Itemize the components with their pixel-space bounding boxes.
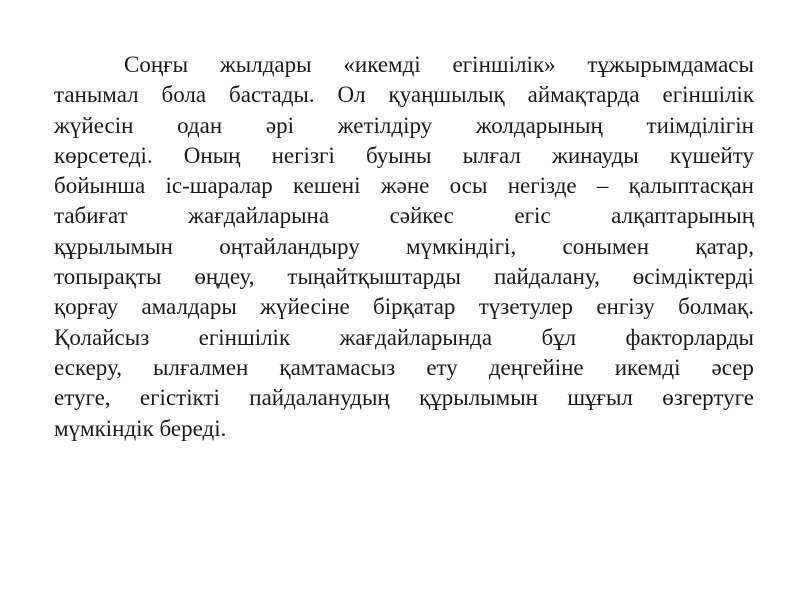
paragraph-line: Соңғы жылдары «икемді егіншілік» тұжырымдамасы — [124, 52, 754, 77]
paragraph — [54, 50, 754, 444]
paragraph-line: табиғат жағдайларына сәйкес егіс алқаптарының — [54, 203, 754, 229]
paragraph-line: мүмкіндік береді. — [54, 415, 227, 441]
paragraph-line: топырақты өңдеу, тыңайтқыштарды пайдалану, өсімдіктерді — [54, 264, 754, 290]
paragraph-line: ескеру, ылғалмен қамтамасыз ету деңгейіне икемді әсер — [54, 354, 754, 380]
paragraph-line: көрсетеді. Оның негізгі буыны ылғал жинауды күшейту — [54, 142, 754, 168]
paragraph-line: құрылымын оңтайландыру мүмкіндігі, сонымен қатар, — [54, 233, 754, 259]
paragraph-line: танымал бола бастады. Ол қуаңшылық аймақтарда егіншілік — [54, 82, 754, 108]
paragraph-line: етуге, егістікті пайдаланудың құрылымын шұғыл өзгертуге — [54, 385, 754, 411]
paragraph-line: бойынша іс-шаралар кешені және осы негізде – қалыптасқан — [54, 173, 754, 199]
paragraph-line: қорғау амалдары жүйесіне бірқатар түзетулер енгізу болмақ. — [54, 294, 754, 320]
paragraph-line: жүйесін одан әрі жетілдіру жолдарының тиімділігін — [54, 112, 754, 138]
paragraph-line: Қолайсыз егіншілік жағдайларында бұл факторларды — [54, 324, 754, 350]
